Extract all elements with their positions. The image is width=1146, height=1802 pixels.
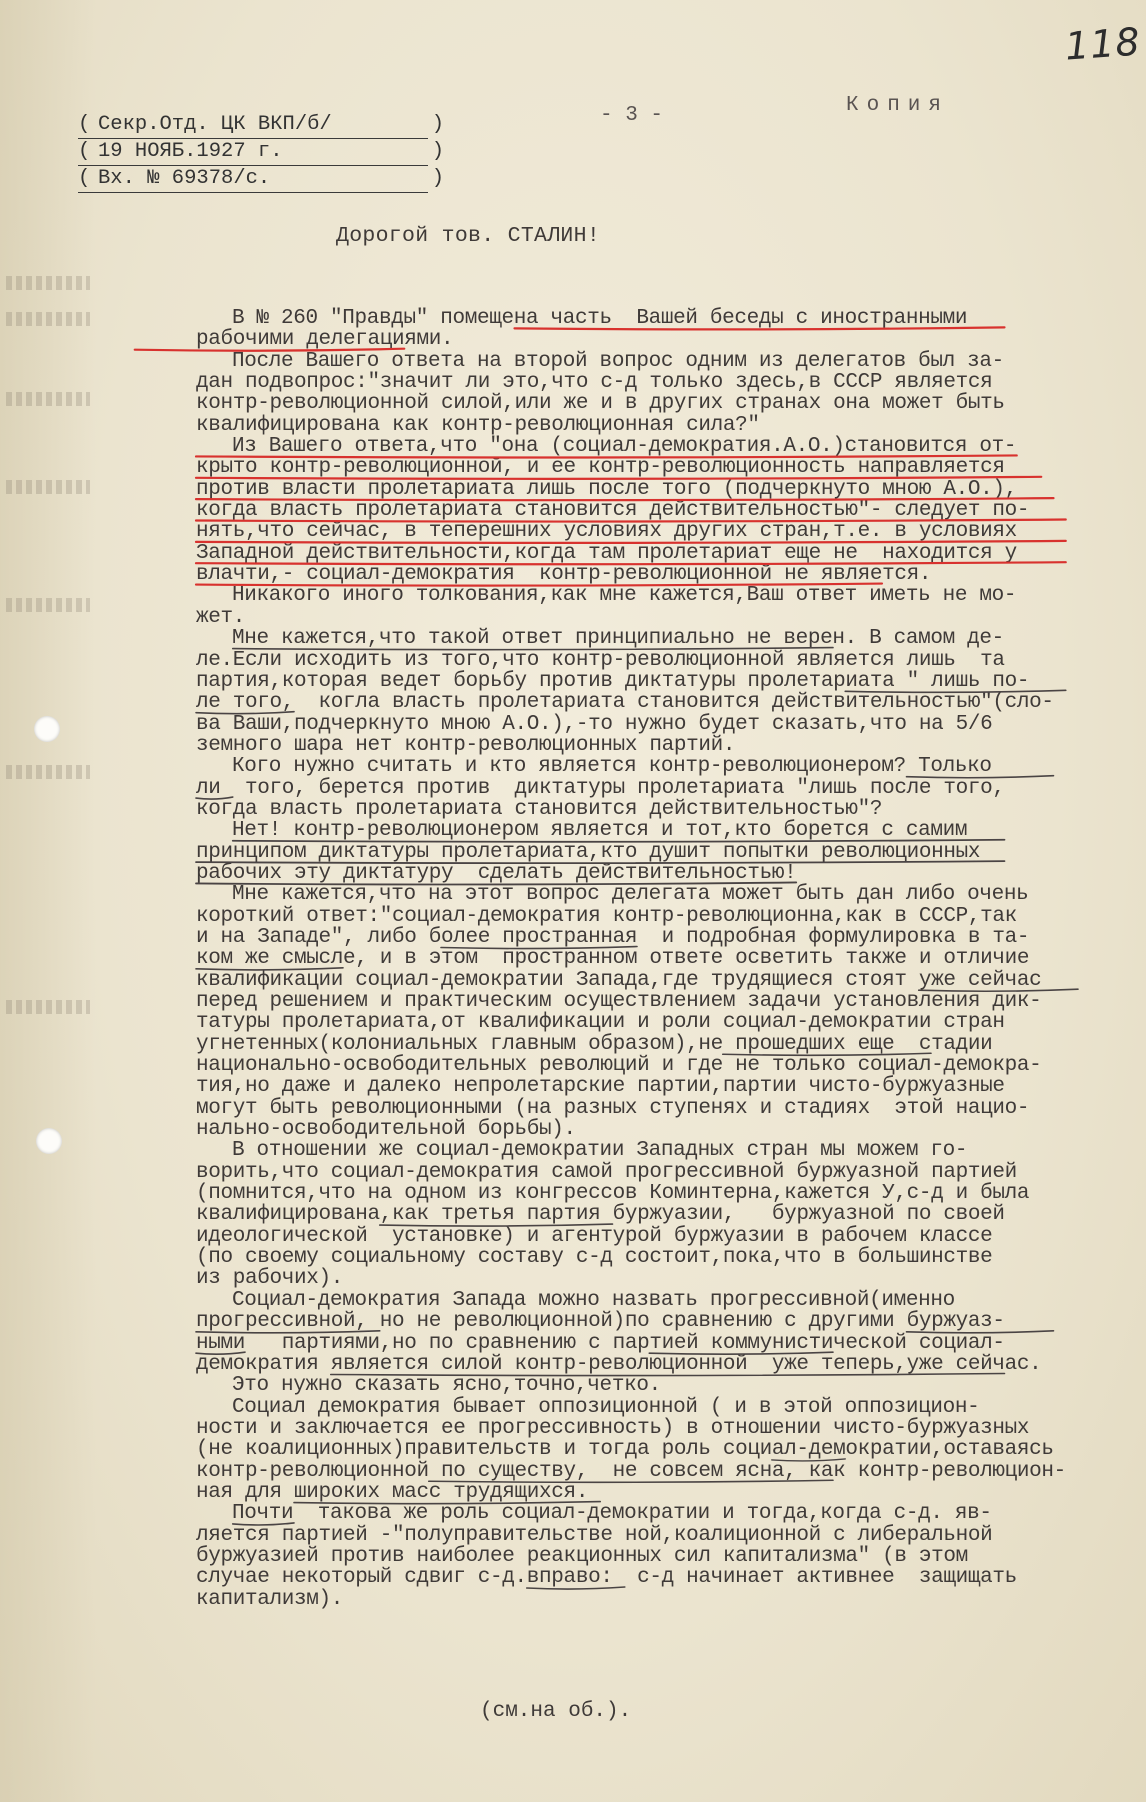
text-line: нять,что сейчас, в теперешних условиях других стран,т.е. в условиях <box>196 520 1017 544</box>
text-line: могут быть революционными (на разных ступенях и стадиях этой нацио- <box>196 1096 1030 1120</box>
red-underline <box>196 541 1066 543</box>
text-line: буржуазией против наиболее реакционных сил капитализма" (в этом <box>196 1544 968 1568</box>
text-line: ком же смысле, и в этом пространном ответе осветить также и отличие <box>196 947 1030 971</box>
red-underline <box>196 584 882 586</box>
pencil-underline <box>196 882 796 884</box>
text-line: ная для широких масс трудящихся. <box>196 1480 589 1504</box>
red-underline <box>515 327 1005 329</box>
text-line: ляется партией -"полуправительстве ной,коалиционной с либеральной <box>196 1523 993 1547</box>
stamp-date: ( 19 НОЯБ.1927 г. ) <box>78 139 428 166</box>
text-line: Никакого иного толкования,как мне кажется,Ваш ответ иметь не мо- <box>232 584 1017 608</box>
text-line: тия,но даже и далеко непролетарские партии,партии чисто-буржуазные <box>196 1075 1005 1099</box>
pencil-underline <box>845 690 1066 692</box>
text-line: ли того, берется против диктатуры пролетариата "лишь после того, <box>196 776 1005 800</box>
pencil-underline <box>196 968 343 970</box>
text-line: Это нужно сказать ясно,точно,четко. <box>232 1374 661 1398</box>
copy-label: Копия <box>846 94 950 117</box>
text-line: короткий ответ:"социал-демократия контр-революционна,как в СССР,так <box>196 904 1017 928</box>
text-line: нально-освободительной борьбы). <box>196 1118 576 1142</box>
text-line: рабочими делегациями. <box>196 328 454 352</box>
pencil-underline <box>233 840 1005 842</box>
pencil-underline <box>331 1374 1005 1376</box>
text-line: угнетенных(колониальных главным образом),не прошедших еще стадии <box>196 1032 993 1056</box>
text-line: национально-освободительных революций и где не только социал-демокра- <box>196 1054 1042 1078</box>
pencil-underline <box>907 1331 1054 1333</box>
stamp-department: ( Секр.Отд. ЦК ВКП/б/ ) <box>78 112 428 139</box>
salutation: Дорогой тов. СТАЛИН! <box>336 224 601 248</box>
text-line: демократия является силой контр-революционной уже теперь,уже сейчас. <box>196 1352 1042 1376</box>
text-line: В № 260 "Правды" помещена часть Вашей беседы с иностранными <box>232 307 968 330</box>
text-line: ности и заключается ее прогрессивность) в отношении чисто-буржуазных <box>196 1416 1030 1440</box>
text-line: крыто контр-революционной, и ее контр-революционность направляется <box>196 456 1005 480</box>
text-line: случае некоторый сдвиг с-д.вправо: с-д начинает активнее защищать <box>196 1566 1017 1590</box>
text-line: когда власть пролетариата становится действительностью"- следует по- <box>196 499 1030 523</box>
pencil-underline <box>919 989 1078 991</box>
text-line: квалифицирована,как третья партия буржуазии, буржуазной по своей <box>196 1203 1005 1227</box>
text-line: жет. <box>196 605 246 629</box>
pencil-underline <box>294 1502 600 1504</box>
text-line: (помнится,что на одном из конгрессов Коминтерна,кажется У,с-д и была <box>196 1182 1030 1206</box>
text-line: В отношении же социал-демократии Западных стран мы можем го- <box>232 1139 968 1163</box>
pencil-underline <box>233 1523 294 1525</box>
text-line: контр-революционной силой,или же и в других странах она может быть <box>196 392 1005 416</box>
text-line: влачти,- социал-демократия контр-революционной не является. <box>196 563 932 587</box>
text-line: Нет! контр-революционером является и тот,кто борется с самим <box>232 819 968 843</box>
text-line: капитализм). <box>196 1587 344 1611</box>
text-line: идеологической установке) и агентурой буржуазии в рабочем классе <box>196 1224 993 1248</box>
pencil-underline <box>527 1587 625 1589</box>
text-line: Социал-демократия Запада можно назвать прогрессивной(именно <box>232 1288 955 1312</box>
text-line: квалифицирована как контр-революционная сила?" <box>196 413 760 437</box>
pencil-underline <box>196 797 233 799</box>
text-line: Мне кажется,что на этот вопрос делегата может быть дан либо очень <box>232 883 1029 907</box>
text-line: Западной действительности,когда там пролетариат еще не находится у <box>196 541 1017 565</box>
pencil-underline <box>233 648 833 650</box>
stamp-incoming-number: ( Вх. № 69378/с. ) <box>78 166 428 193</box>
text-line: партия,которая ведет борьбу против диктатуры пролетариата " лишь по- <box>196 669 1030 693</box>
text-line: ле того, когла власть пролетариата становится действительностью"(сло- <box>196 691 1054 715</box>
pencil-underline <box>441 947 637 949</box>
pencil-underline <box>196 712 294 714</box>
text-line: ле.Если исходить из того,что контр-революционной является лишь та <box>196 648 1005 672</box>
pencil-underline <box>772 1459 846 1461</box>
text-line: Мне кажется,что такой ответ принципиально не верен. В самом де- <box>232 627 1004 651</box>
text-line: Почти такова же роль социал-демократии и тогда,когда с-д. яв- <box>232 1502 992 1526</box>
text-line: рабочих эту диктатуру сделать действительностью! <box>196 861 797 885</box>
red-underline <box>135 349 405 351</box>
text-line: когда власть пролетариата становится действительностью"? <box>196 797 883 821</box>
text-line: перед решением и практическим осуществлением задачи установления дик- <box>196 990 1042 1013</box>
text-line: ными партиями,но по сравнению с партией коммунистической социал- <box>196 1331 1005 1355</box>
pencil-underline <box>196 1331 380 1333</box>
text-line: После Вашего ответа на второй вопрос одним из делегатов был за- <box>232 349 1004 373</box>
red-underline <box>196 562 1066 564</box>
text-line: контр-революционной по существу, не совсем ясна, как контр-революцион- <box>196 1459 1066 1483</box>
red-underline <box>196 498 1054 500</box>
pencil-underline <box>380 1224 613 1226</box>
text-line: ворить,что социал-демократия самой прогрессивной буржуазной партией <box>196 1160 1017 1184</box>
archive-page-number: 118 <box>1063 19 1142 69</box>
text-line: Социал демократия бывает оппозиционной ( и в этой оппозицион- <box>232 1395 980 1419</box>
pencil-underline <box>196 1352 245 1354</box>
red-underline <box>196 520 1066 522</box>
text-line: и на Западе", либо более пространная и подробная формулировка в та- <box>196 925 1030 949</box>
continuation-note: (см.на об.). <box>480 1700 632 1723</box>
text-line: татуры пролетариата,от квалификации и роли социал-демократии стран <box>196 1011 1005 1035</box>
text-line: против власти пролетариата лишь после того (подчеркнуто мною А.О.), <box>196 477 1017 501</box>
red-underline <box>196 455 1017 457</box>
pencil-underline <box>723 1053 931 1055</box>
text-line: Кого нужно считать и кто является контр-революционером? Только <box>232 755 992 779</box>
red-underline <box>196 477 1041 479</box>
text-line: ва Ваши,подчеркнуто мною А.О.),-то нужно будет сказать,что на 5/6 <box>196 712 993 736</box>
page-marker: - 3 - <box>600 104 664 127</box>
pencil-underline <box>429 1480 833 1482</box>
text-line: Из Вашего ответа,что "она (социал-демократия.А.О.)становится от- <box>232 435 1017 459</box>
text-line: (по своему социальному составу с-д состоит,пока,что в большинстве <box>196 1246 993 1270</box>
text-line: (не коалиционных)правительств и тогда роль социал-демократии,оставаясь <box>196 1438 1054 1462</box>
text-line: квалификации социал-демократии Запада,где трудящиеся стоят уже сейчас <box>196 968 1042 992</box>
text-line: из рабочих). <box>196 1267 344 1291</box>
pencil-underline <box>196 861 1005 863</box>
text-line: прогрессивной, но не революционной)по сравнению с другими буржуаз- <box>196 1310 1005 1334</box>
text-line: дан подвопрос:"значит ли это,что с-д только здесь,в СССР является <box>196 371 993 395</box>
pencil-underline <box>907 776 1054 778</box>
text-line: принципом диктатуры пролетариата,кто душит попытки революционных <box>196 840 981 864</box>
pencil-underline <box>649 1352 833 1354</box>
text-line: земного шара нет контр-революционных партий. <box>196 733 736 757</box>
